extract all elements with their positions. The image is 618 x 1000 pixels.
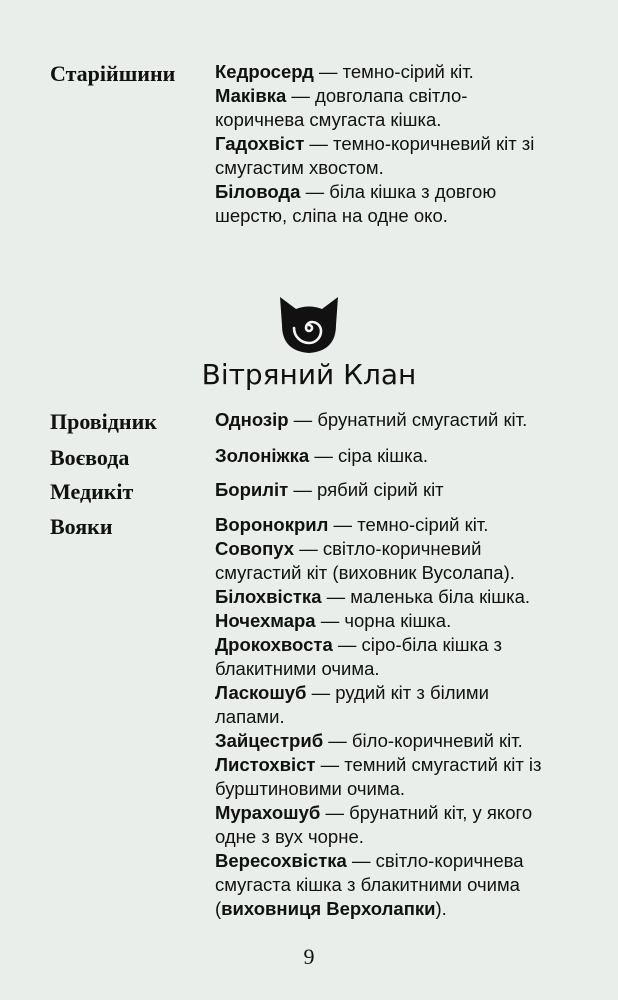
role-medicine-cat: Медикіт <box>50 479 134 504</box>
warrior-desc: — маленька біла кішка. <box>321 586 531 607</box>
warrior-entry-7 <box>215 729 555 753</box>
warrior-name: Воронокрил <box>215 514 329 535</box>
warrior-name: Білохвістка <box>215 586 322 607</box>
leader-desc: — брунатний смугастий кіт. <box>288 409 528 430</box>
warrior-desc: — темний смугастий кіт із бурштиновими очима. <box>215 754 542 799</box>
warrior-entry-8 <box>215 753 555 801</box>
warrior-desc: — темно-сірий кіт. <box>328 514 489 535</box>
elder-desc: — довголапа світло-коричнева смугаста кішка. <box>215 85 468 130</box>
warrior-desc: — сіро-біла кішка з блакитними очима. <box>215 634 503 679</box>
elder-entry-1 <box>215 60 555 84</box>
apprentice-note: виховниця Верхолапки <box>221 898 436 919</box>
warrior-entry-1 <box>215 513 555 537</box>
elder-desc: — темно-сірий кіт. <box>313 61 474 82</box>
warrior-entry-2 <box>215 537 555 585</box>
cat-head-spiral-icon <box>276 295 342 355</box>
warrior-name: Ночехмара <box>215 610 316 631</box>
warrior-entry-3 <box>215 585 555 609</box>
elder-name: Біловода <box>215 181 301 202</box>
medicine-entry <box>215 478 555 502</box>
warrior-entry-6 <box>215 681 555 729</box>
warrior-name: Ласкошуб <box>215 682 307 703</box>
warrior-name: Вересохвістка <box>215 850 347 871</box>
deputy-name: Золоніжка <box>215 445 310 466</box>
elder-name: Кедросерд <box>215 61 314 82</box>
medicine-name: Бориліт <box>215 479 289 500</box>
warrior-name: Мурахошуб <box>215 802 321 823</box>
apprentice-note-close: ). <box>435 898 447 919</box>
warrior-name: Зайцестриб <box>215 730 324 751</box>
role-warriors: Вояки <box>50 514 113 539</box>
role-leader: Провідник <box>50 409 157 434</box>
warrior-entry-4 <box>215 609 555 633</box>
warrior-name: Дрокохвоста <box>215 634 333 655</box>
clan-title: Вітряний Клан <box>201 358 417 391</box>
warrior-desc: — світло-коричневий смугастий кіт (виховник Вусолапа). <box>215 538 515 583</box>
warrior-entry-5 <box>215 633 555 681</box>
deputy-desc: — сіра кішка. <box>309 445 429 466</box>
elder-entry-4 <box>215 180 555 228</box>
warrior-desc: — чорна кішка. <box>315 610 452 631</box>
warrior-name: Листохвіст <box>215 754 316 775</box>
warrior-entry-9 <box>215 801 555 849</box>
warrior-desc: — світло-коричнева смугаста кішка з блакитними очима ( <box>215 850 524 919</box>
deputy-entry <box>215 444 555 468</box>
elder-entry-3 <box>215 132 555 180</box>
elder-desc: — біла кішка з довгою шерстю, сліпа на одне око. <box>215 181 497 226</box>
medicine-desc: — рябий сірий кіт <box>288 479 444 500</box>
warrior-name: Совопух <box>215 538 295 559</box>
warrior-desc: — біло-коричневий кіт. <box>323 730 523 751</box>
elder-name: Маківка <box>215 85 287 106</box>
role-elders: Старійшини <box>50 61 176 86</box>
role-deputy: Воєвода <box>50 445 130 470</box>
warrior-desc: — рудий кіт з білими лапами. <box>215 682 489 727</box>
leader-name: Однозір <box>215 409 289 430</box>
leader-entry <box>215 408 555 432</box>
elder-desc: — темно-коричневий кіт зі смугастим хвостом. <box>215 133 535 178</box>
page-number: 9 <box>303 944 315 969</box>
warrior-desc: — брунатний кіт, у якого одне з вух чорне. <box>215 802 533 847</box>
elder-name: Гадохвіст <box>215 133 305 154</box>
elder-entry-2 <box>215 84 555 132</box>
warrior-entry-10 <box>215 849 555 921</box>
